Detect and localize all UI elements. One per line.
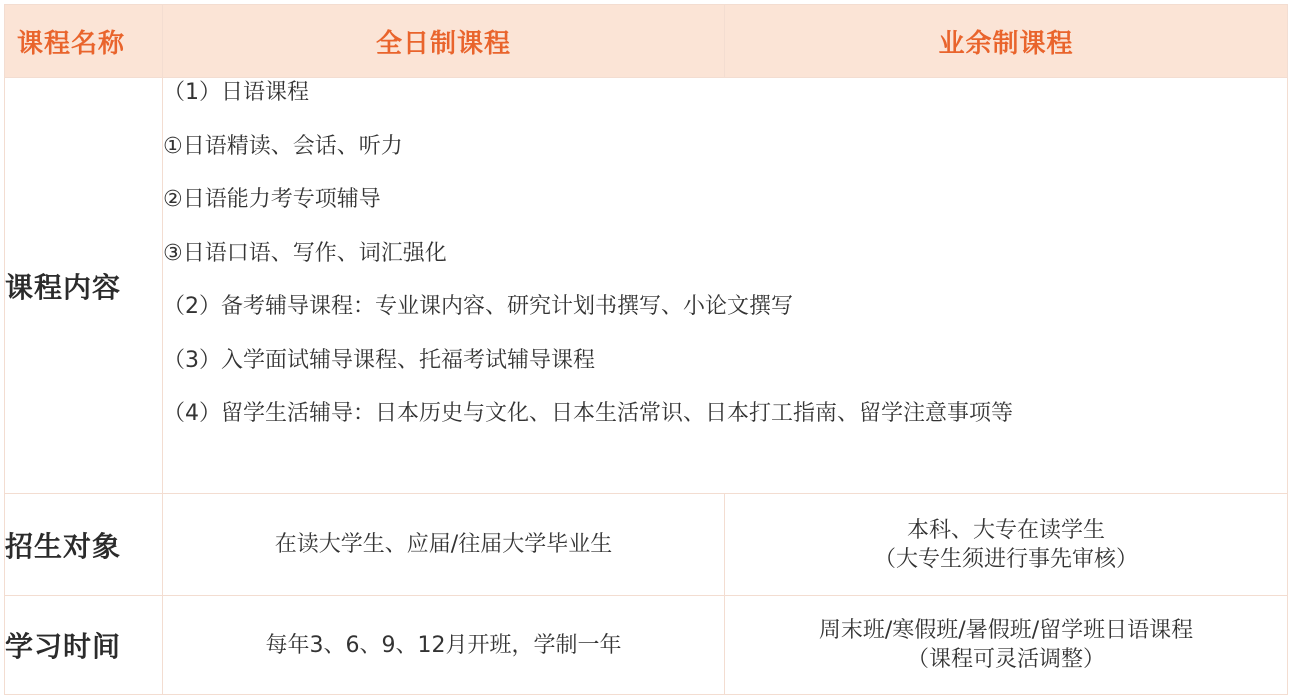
label-study-time: 学习时间 xyxy=(5,596,163,695)
label-enrollment-target: 招生对象 xyxy=(5,494,163,596)
fulltime-time-cell: 每年3、6、9、12月开班，学制一年 xyxy=(163,596,725,695)
header-course-name: 课程名称 xyxy=(5,5,163,78)
header-fulltime: 全日制课程 xyxy=(163,5,725,78)
content-line: ③日语口语、写作、词汇强化 xyxy=(163,240,447,266)
header-parttime: 业余制课程 xyxy=(725,5,1288,78)
course-comparison-table xyxy=(4,4,1288,695)
row-course-content xyxy=(5,78,1288,494)
parttime-time-line1: 周末班/寒假班/暑假班/留学班日语课程 xyxy=(818,618,1194,643)
content-line: （3）入学面试辅导课程、托福考试辅导课程 xyxy=(163,347,595,373)
fulltime-target-cell: 在读大学生、应届/往届大学毕业生 xyxy=(163,494,725,596)
parttime-target-line2: （大专生须进行事先审核） xyxy=(873,546,1138,572)
content-line: ①日语精读、会话、听力 xyxy=(163,133,403,159)
parttime-time-line2: （课程可灵活调整） xyxy=(906,647,1105,672)
table-header-row xyxy=(5,5,1288,78)
parttime-target-cell xyxy=(725,494,1288,596)
content-line: （1）日语课程 xyxy=(163,80,309,105)
course-content-cell xyxy=(163,78,1288,494)
parttime-time-cell xyxy=(725,596,1288,695)
label-course-content: 课程内容 xyxy=(5,78,163,494)
parttime-target-line1: 本科、大专在读学生 xyxy=(906,517,1105,543)
row-study-time xyxy=(5,596,1288,695)
content-line: ②日语能力考专项辅导 xyxy=(163,187,381,212)
content-line: （2）备考辅导课程：专业课内容、研究计划书撰写、小论文撰写 xyxy=(163,294,793,319)
content-line: （4）留学生活辅导：日本历史与文化、日本生活常识、日本打工指南、留学注意事项等 xyxy=(163,401,1013,426)
row-enrollment-target xyxy=(5,494,1288,596)
